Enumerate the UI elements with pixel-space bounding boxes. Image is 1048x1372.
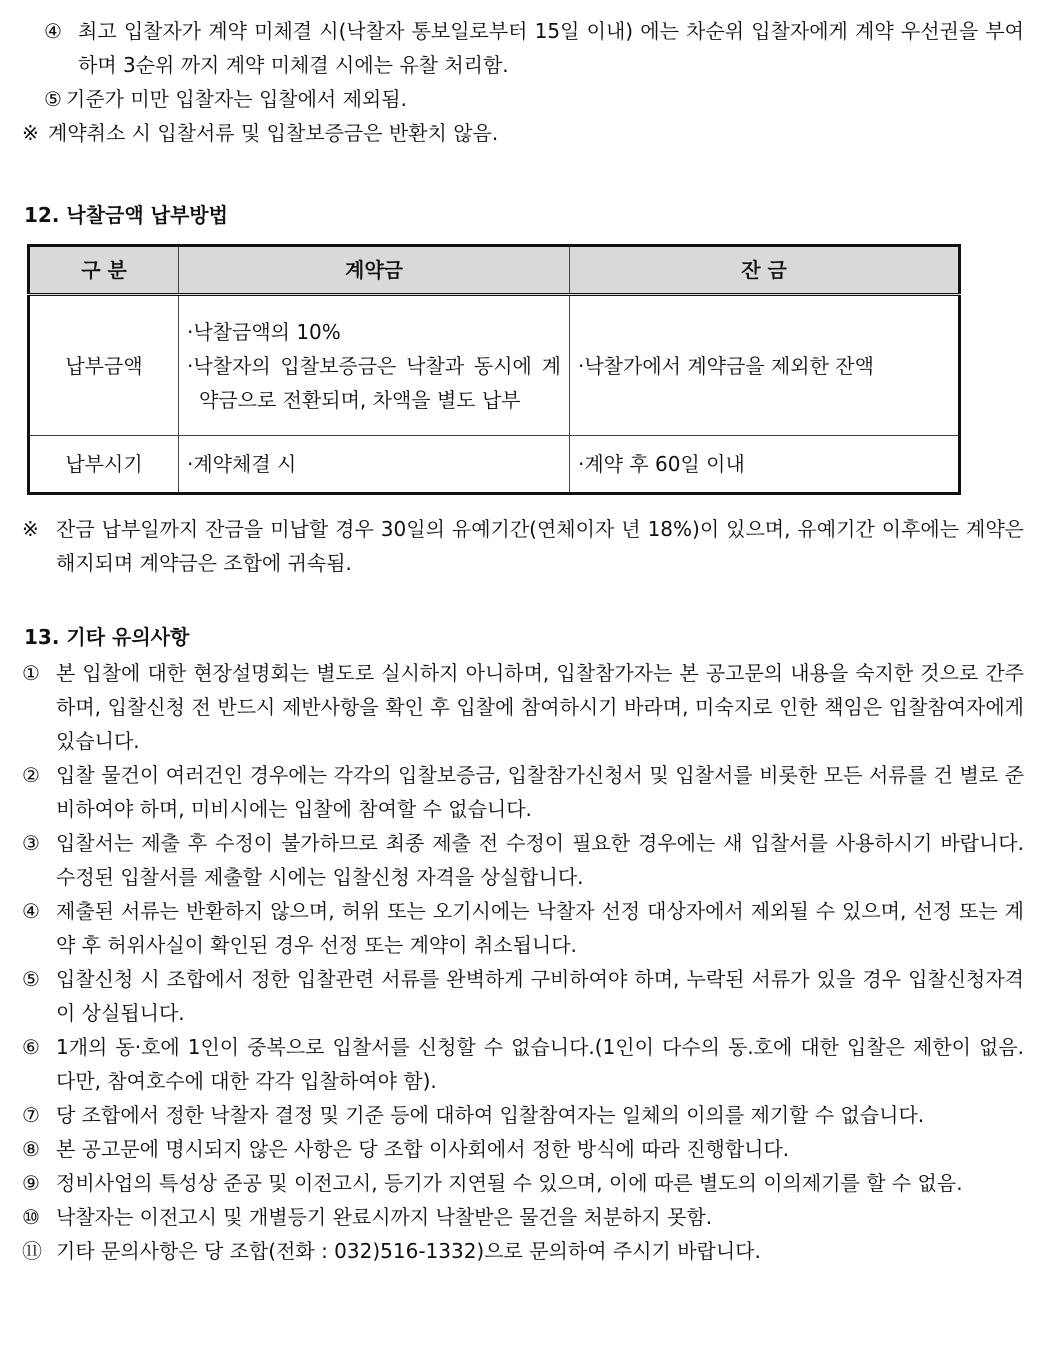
item-text: 정비사업의 특성상 준공 및 이전고시, 등기가 지연될 수 있으며, 이에 따른 별도의 이의제기를 할 수 없음. [56,1171,963,1195]
item-text: 낙찰자는 이전고시 및 개별등기 완료시까지 낙찰받은 물건을 처분하지 못함. [56,1205,713,1229]
item-text: 기타 문의사항은 당 조합(전화 : 032)516-1332)으로 문의하여 주시기 바랍니다. [56,1239,761,1263]
list-item [0,656,1048,758]
item-number: ⑤ [44,87,62,111]
table-row [29,436,960,494]
deposit-bullet: ·낙찰자의 입찰보증금은 낙찰과 동시에 계약금으로 전환되며, 차액을 별도 납부 [187,353,561,412]
row-label: 납부금액 [29,295,179,436]
item-text: 입찰 물건이 여러건인 경우에는 각각의 입찰보증금, 입찰참가신청서 및 입찰서를 비롯한 모든 서류를 건 별로 준비하여야 하며, 미비시에는 입찰에 참여할 수 없습니다. [56,763,1024,821]
note-mark: ※ [22,121,39,145]
item-text: 입찰서는 제출 후 수정이 불가하므로 최종 제출 전 수정이 필요한 경우에는 새 입찰서를 사용하시기 바랍니다. 수정된 입찰서를 제출할 시에는 입찰신청 자격을 상실합니다. [56,831,1024,889]
list-item [0,1098,1048,1132]
table-header-row [29,246,960,295]
section-12-title: 12. 낙찰금액 납부방법 [24,203,228,227]
deposit-cell [179,295,570,436]
list-item [0,1234,1048,1268]
item-number: ⑩ [22,1205,40,1229]
header-deposit: 계약금 [179,246,570,295]
list-item [0,758,1048,826]
top-items [0,14,1048,150]
list-item [0,894,1048,962]
item-text: 최고 입찰자가 계약 미체결 시(낙찰자 통보일로부터 15일 이내) 에는 차순위 입찰자에게 계약 우선권을 부여하며 3순위 까지 계약 미체결 시에는 유찰 처리함. [78,19,1024,77]
top-note [0,116,1048,150]
list-item [0,1132,1048,1166]
deposit-cell [179,436,570,494]
item-number: ① [22,661,40,685]
item-text: 본 입찰에 대한 현장설명회는 별도로 실시하지 아니하며, 입찰참가자는 본 공고문의 내용을 숙지한 것으로 간주하며, 입찰신청 전 반드시 제반사항을 확인 후 입찰에 참여하시기 바라며, 미숙지로 인한 책임은 입찰참여자에게 있습니다. [56,661,1024,753]
row-label: 납부시기 [29,436,179,494]
balance-cell: ·낙찰가에서 계약금을 제외한 잔액 [570,295,960,436]
payment-table [27,244,961,495]
list-item [0,1030,1048,1098]
section-13-title: 13. 기타 유의사항 [24,625,190,649]
header-category: 구 분 [29,246,179,295]
section-12-note [0,512,1048,580]
item-text: 1개의 동·호에 1인이 중복으로 입찰서를 신청할 수 없습니다.(1인이 다수의 동.호에 대한 입찰은 제한이 없음. 다만, 참여호수에 대한 각각 입찰하여야 함). [56,1035,1024,1093]
item-number: ④ [22,899,40,923]
item-text: 입찰신청 시 조합에서 정한 입찰관련 서류를 완벽하게 구비하여야 하며, 누락된 서류가 있을 경우 입찰신청자격이 상실됩니다. [56,967,1024,1025]
item-text: 본 공고문에 명시되지 않은 사항은 당 조합 이사회에서 정한 방식에 따라 진행합니다. [56,1137,790,1161]
list-item [0,962,1048,1030]
note-text: 계약취소 시 입찰서류 및 입찰보증금은 반환치 않음. [48,121,499,145]
list-item [0,1200,1048,1234]
note-mark: ※ [22,517,39,541]
item-number: ③ [22,831,40,855]
item-text: 제출된 서류는 반환하지 않으며, 허위 또는 오기시에는 낙찰자 선정 대상자에서 제외될 수 있으며, 선정 또는 계약 후 허위사실이 확인된 경우 선정 또는 계약이 취소됩니다. [56,899,1024,957]
item-number: ⑪ [22,1239,42,1263]
item-number: ⑧ [22,1137,40,1161]
balance-cell: ·계약 후 60일 이내 [570,436,960,494]
list-item [0,14,1048,82]
deposit-bullet: ·낙찰금액의 10% [187,319,341,344]
note-text: 잔금 납부일까지 잔금을 미납할 경우 30일의 유예기간(연체이자 년 18%)이 있으며, 유예기간 이후에는 계약은 해지되며 계약금은 조합에 귀속됨. [56,517,1024,575]
item-number: ⑥ [22,1035,40,1059]
item-number: ④ [44,19,62,43]
list-item [0,826,1048,894]
header-balance: 잔 금 [570,246,960,295]
section-13-list [0,656,1048,1268]
list-item [0,82,1048,116]
deposit-bullet: ·계약체결 시 [187,452,297,476]
item-number: ⑦ [22,1103,40,1127]
item-number: ⑨ [22,1171,40,1195]
item-number: ② [22,763,40,787]
item-text: 당 조합에서 정한 낙찰자 결정 및 기준 등에 대하여 입찰참여자는 일체의 이의를 제기할 수 없습니다. [56,1103,925,1127]
item-text: 기준가 미만 입찰자는 입찰에서 제외됨. [66,87,407,111]
list-item [0,1166,1048,1200]
section-12-note-block [0,512,1048,580]
table-row [29,295,960,436]
item-number: ⑤ [22,967,40,991]
